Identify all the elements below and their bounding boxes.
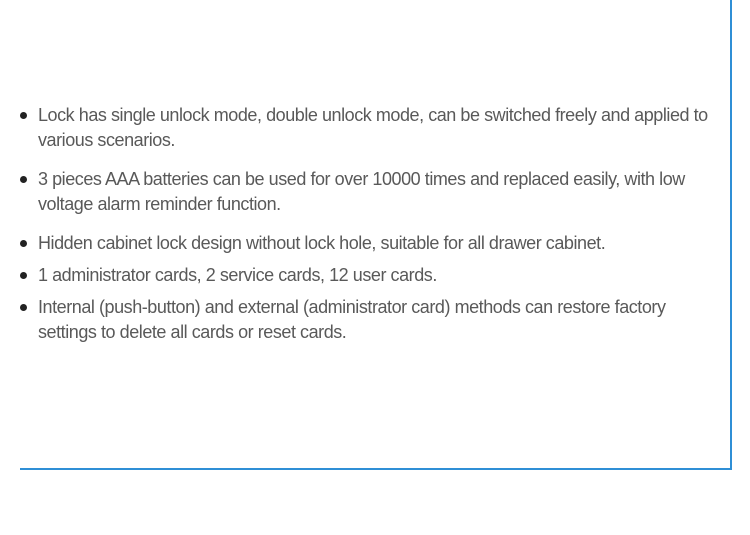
feature-item (20, 295, 720, 345)
feature-panel (20, 0, 732, 470)
feature-item (20, 103, 720, 153)
bullet-icon (20, 240, 27, 247)
feature-text: 1 administrator cards, 2 service cards, 12 user cards. (38, 265, 437, 285)
feature-item (20, 231, 720, 256)
feature-item (20, 167, 720, 217)
feature-list (20, 103, 720, 359)
feature-text: Hidden cabinet lock design without lock hole, suitable for all drawer cabinet. (38, 233, 606, 253)
feature-text: Internal (push-button) and external (administrator card) methods can restore factory settings to delete all cards or reset cards. (38, 297, 666, 342)
bullet-icon (20, 272, 27, 279)
bullet-icon (20, 304, 27, 311)
feature-text: Lock has single unlock mode, double unlock mode, can be switched freely and applied to various scenarios. (38, 105, 708, 150)
feature-text: 3 pieces AAA batteries can be used for over 10000 times and replaced easily, with low voltage alarm reminder function. (38, 169, 685, 214)
feature-item (20, 263, 720, 288)
bullet-icon (20, 176, 27, 183)
bullet-icon (20, 112, 27, 119)
